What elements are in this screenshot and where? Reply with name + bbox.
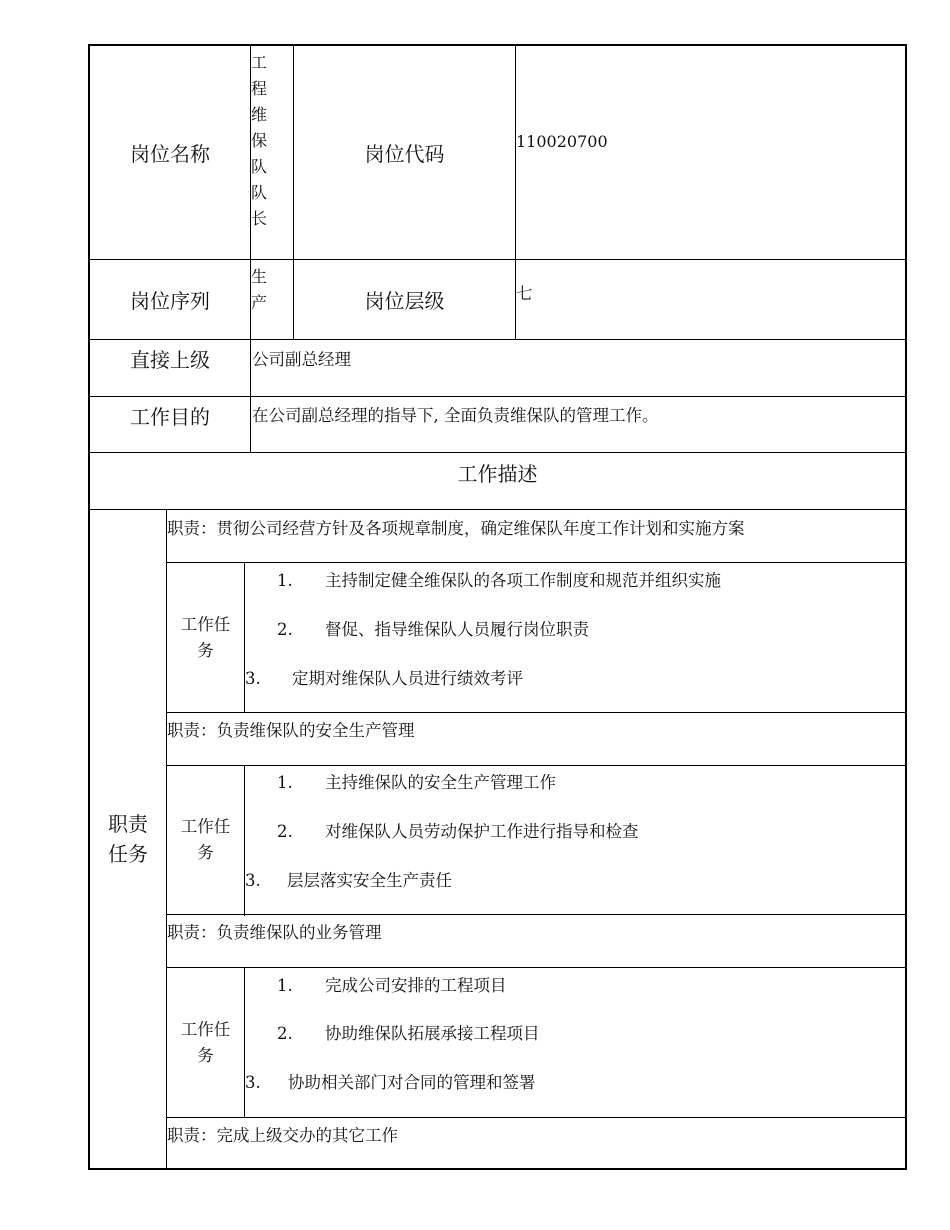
- duty-2-task-3: 3. 层层落实安全生产责任: [245, 871, 452, 890]
- duty-3: 职责：负责维保队的业务管理: [167, 923, 382, 942]
- duty-task-side-label: 职责任务: [108, 812, 148, 866]
- post-name-label: 岗位名称: [130, 142, 210, 166]
- supervisor-label: 直接上级: [130, 348, 210, 372]
- duty-1: 职责：贯彻公司经营方针及各项规章制度，确定维保队年度工作计划和实施方案: [167, 519, 745, 538]
- post-series-label: 岗位序列: [130, 289, 210, 313]
- post-level-value: 七: [516, 284, 533, 303]
- duty-1-task-2: 2. 督促、指导维保队人员履行岗位职责: [277, 620, 589, 639]
- purpose-label: 工作目的: [130, 405, 210, 429]
- purpose-value: 在公司副总经理的指导下, 全面负责维保队的管理工作。: [252, 406, 659, 425]
- duty-4: 职责：完成上级交办的其它工作: [167, 1126, 398, 1145]
- description-title: 工作描述: [457, 462, 538, 486]
- task-label-1: 工作任务: [180, 614, 231, 660]
- duty-2: 职责：负责维保队的安全生产管理: [167, 721, 415, 740]
- post-code-value: 110020700: [516, 132, 608, 151]
- duty-2-task-2: 2. 对维保队人员劳动保护工作进行指导和检查: [277, 822, 639, 841]
- task-label-3: 工作任务: [180, 1019, 231, 1065]
- duty-3-task-2: 2. 协助维保队拓展承接工程项目: [277, 1024, 540, 1043]
- post-level-label: 岗位层级: [364, 289, 445, 313]
- post-code-label: 岗位代码: [364, 142, 445, 166]
- post-series-value: 生产: [251, 267, 268, 312]
- supervisor-value: 公司副总经理: [252, 350, 351, 369]
- task-label-2: 工作任务: [180, 817, 231, 862]
- duty-3-task-3: 3. 协助相关部门对合同的管理和签署: [245, 1073, 536, 1092]
- post-name-value: 工程维保队队长: [251, 53, 268, 228]
- duty-3-task-1: 1. 完成公司安排的工程项目: [277, 976, 507, 995]
- duty-1-task-1: 1. 主持制定健全维保队的各项工作制度和规范并组织实施: [277, 571, 721, 590]
- duty-1-task-3: 3. 定期对维保队人员进行绩效考评: [245, 669, 523, 688]
- duty-2-task-1: 1. 主持维保队的安全生产管理工作: [277, 773, 556, 792]
